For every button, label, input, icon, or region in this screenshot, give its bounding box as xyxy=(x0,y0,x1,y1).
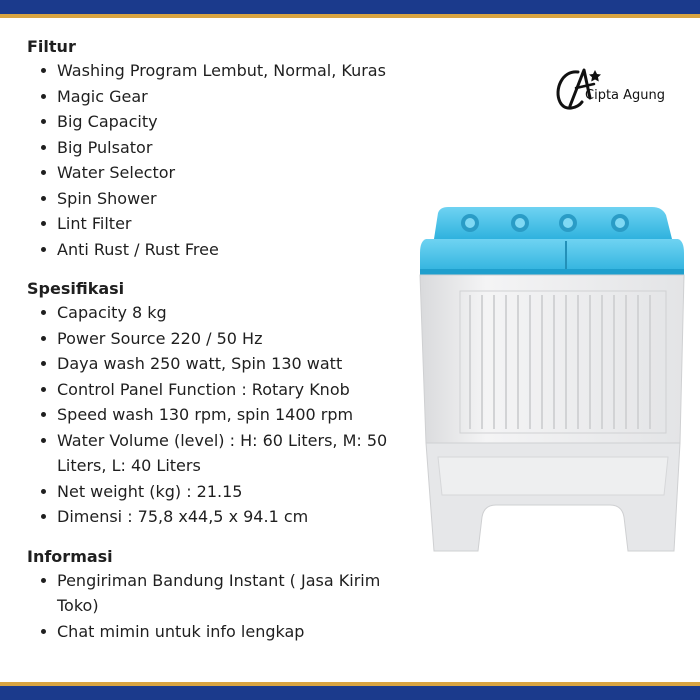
section-title: Informasi xyxy=(27,546,113,566)
list-item: Big Capacity xyxy=(27,109,417,135)
washing-machine-image xyxy=(416,205,688,557)
brand-name: Cipta Agung xyxy=(585,88,666,103)
list-item: Daya wash 250 watt, Spin 130 watt xyxy=(27,351,417,377)
bottom-banner xyxy=(0,682,700,700)
section-informasi xyxy=(27,546,417,645)
list-item: Dimensi : 75,8 x44,5 x 94.1 cm xyxy=(27,504,417,530)
list-item: Spin Shower xyxy=(27,186,417,212)
list-item: Chat mimin untuk info lengkap xyxy=(27,619,417,645)
list-item: Water Selector xyxy=(27,160,417,186)
section-title: Filtur xyxy=(27,37,76,56)
list-item: Net weight (kg) : 21.15 xyxy=(27,479,417,505)
list-item: Power Source 220 / 50 Hz xyxy=(27,326,417,352)
list-item: Lint Filter xyxy=(27,211,417,237)
top-banner xyxy=(0,0,700,18)
section-spesifikasi xyxy=(27,278,417,530)
list-item: Pengiriman Bandung Instant ( Jasa Kirim Toko) xyxy=(27,568,417,619)
list-item: Control Panel Function : Rotary Knob xyxy=(27,377,417,403)
section-filtur xyxy=(27,36,417,262)
list-item: Big Pulsator xyxy=(27,135,417,161)
product-description xyxy=(27,36,417,644)
list-item: Speed wash 130 rpm, spin 1400 rpm xyxy=(27,402,417,428)
list-item: Anti Rust / Rust Free xyxy=(27,237,417,263)
list-item: Washing Program Lembut, Normal, Kuras xyxy=(27,58,417,84)
section-title: Spesifikasi xyxy=(27,279,125,298)
feature-list xyxy=(27,58,417,262)
list-item: Magic Gear xyxy=(27,84,417,110)
info-list xyxy=(27,568,417,645)
list-item: Water Volume (level) : H: 60 Liters, M: 50 Liters, L: 40 Liters xyxy=(27,428,417,479)
list-item: Capacity 8 kg xyxy=(27,300,417,326)
spec-list xyxy=(27,300,417,530)
